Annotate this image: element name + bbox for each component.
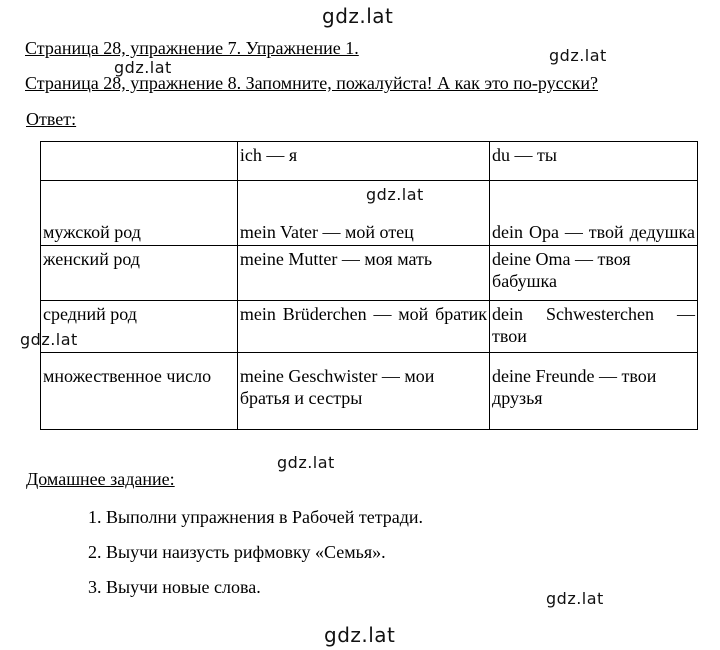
ich-cell-text: mein Brüderchen — мой братик bbox=[239, 304, 488, 324]
table-row bbox=[41, 301, 698, 353]
table-row bbox=[41, 353, 698, 430]
du-cell-text: dein Opa — твой дедушка bbox=[492, 222, 695, 242]
watermark: gdz.lat bbox=[366, 185, 424, 204]
ich-cell: meine Mutter — моя мать bbox=[237, 246, 489, 301]
du-cell: deine Oma — твоя бабушка bbox=[490, 246, 698, 301]
homework-item: 1. Выполни упражнения в Рабочей тетради. bbox=[88, 507, 424, 527]
du-cell bbox=[490, 181, 698, 246]
homework-item: 3. Выучи новые слова. bbox=[88, 577, 261, 597]
gender-cell: женский род bbox=[41, 246, 238, 301]
ich-cell: meine Geschwister — мои братья и сестры bbox=[237, 353, 489, 430]
du-cell: deine Freunde — твои друзья bbox=[490, 353, 698, 430]
watermark: gdz.lat bbox=[322, 4, 394, 28]
pronoun-table bbox=[40, 141, 698, 430]
watermark: gdz.lat bbox=[114, 58, 172, 77]
gender-cell: мужской род bbox=[41, 181, 238, 246]
watermark: gdz.lat bbox=[20, 330, 78, 349]
watermark: gdz.lat bbox=[549, 46, 607, 65]
du-cell-text: dein Schwesterchen — твои bbox=[492, 304, 695, 346]
table-header-cell: du — ты bbox=[490, 142, 698, 181]
homework-item: 2. Выучи наизусть рифмовку «Семья». bbox=[88, 542, 386, 562]
answer-label: Ответ: bbox=[26, 109, 77, 129]
exercise-heading-2: Страница 28, упражнение 8. Запомните, пожалуйста! А как это по-русски? bbox=[25, 73, 598, 93]
ich-cell: mein Vater — мой отец bbox=[237, 181, 489, 246]
homework-title: Домашнее задание: bbox=[26, 469, 175, 489]
table-row bbox=[41, 246, 698, 301]
watermark: gdz.lat bbox=[277, 453, 335, 472]
gender-cell: множественное число bbox=[41, 353, 238, 430]
table-row bbox=[41, 181, 698, 246]
du-cell bbox=[490, 301, 698, 353]
table-header-cell: ich — я bbox=[237, 142, 489, 181]
gender-cell: средний род bbox=[41, 301, 238, 353]
table-header-row bbox=[41, 142, 698, 181]
watermark: gdz.lat bbox=[546, 589, 604, 608]
table-header-cell bbox=[41, 142, 238, 181]
ich-cell bbox=[237, 301, 489, 353]
watermark: gdz.lat bbox=[324, 623, 396, 647]
exercise-heading-1: Страница 28, упражнение 7. Упражнение 1. bbox=[25, 38, 359, 58]
